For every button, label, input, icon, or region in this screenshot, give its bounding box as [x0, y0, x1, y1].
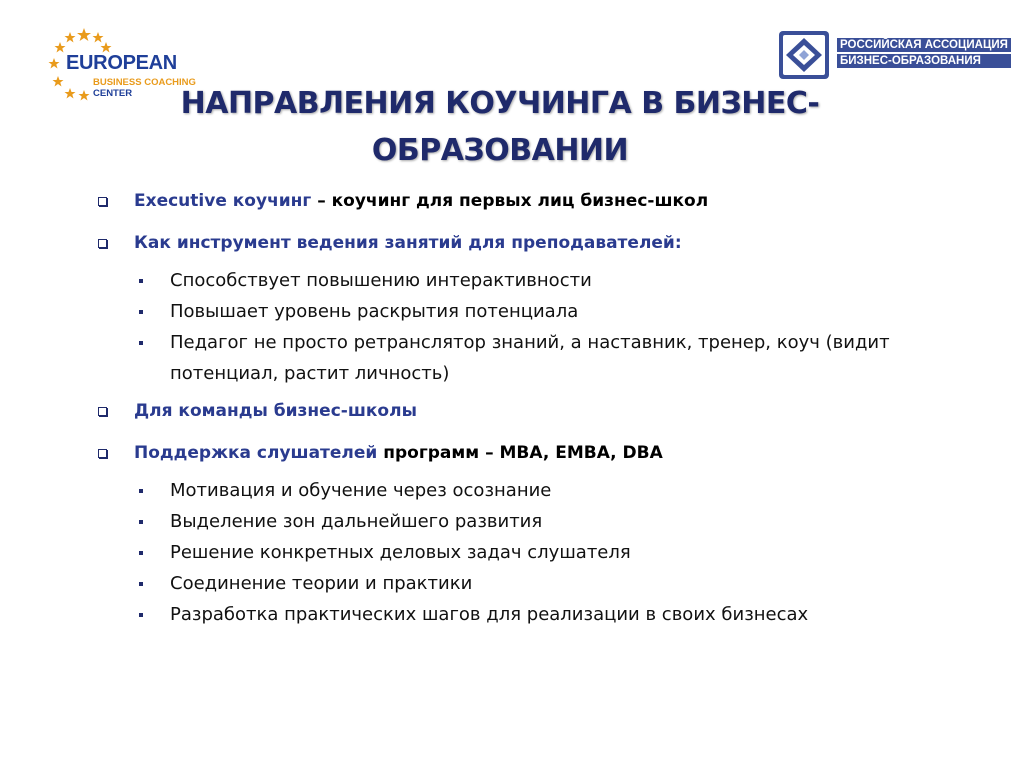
sub-bullet	[96, 599, 996, 630]
star-icon	[93, 32, 104, 43]
square-bullet-icon	[98, 197, 107, 206]
bullet-school-team	[96, 398, 996, 424]
small-square-bullet-icon	[139, 582, 143, 586]
star-icon	[53, 76, 64, 87]
bullet-highlight: Executive коучинг	[134, 191, 312, 211]
rabe-line-1: РОССИЙСКАЯ АССОЦИАЦИЯ	[837, 38, 1011, 52]
slide-title-line-1: НАПРАВЛЕНИЯ КОУЧИНГА В БИЗНЕС-	[180, 86, 820, 121]
square-bullet-icon	[98, 449, 107, 458]
sub-bullet-text: Выделение зон дальнейшего развития	[170, 511, 543, 532]
small-square-bullet-icon	[139, 310, 143, 314]
small-square-bullet-icon	[139, 551, 143, 555]
logo-line-center: CENTER	[93, 88, 133, 99]
sub-bullet	[96, 537, 996, 568]
bullet-highlight: Как инструмент ведения занятий для преподавателей:	[134, 233, 682, 253]
rabe-emblem-icon	[778, 30, 830, 80]
bullet-highlight: Для команды бизнес-школы	[134, 401, 417, 421]
bullet-text: программ – MBA, EMBA, DBA	[377, 443, 663, 463]
small-square-bullet-icon	[139, 613, 143, 617]
sub-bullet-text: Разработка практических шагов для реализации в своих бизнесах	[170, 604, 809, 625]
sub-bullet-text: Мотивация и обучение через осознание	[170, 480, 552, 501]
small-square-bullet-icon	[139, 279, 143, 283]
star-icon	[49, 58, 60, 69]
rabe-logo-text	[837, 38, 1011, 70]
slide-title	[170, 80, 830, 174]
bullet-teaching-tool	[96, 230, 996, 256]
sub-bullet	[96, 506, 996, 537]
rabe-line-2: БИЗНЕС-ОБРАЗОВАНИЯ	[837, 54, 1011, 68]
sub-bullet-continuation	[96, 358, 996, 389]
logo-word-european: EUROPEAN	[66, 52, 177, 74]
star-icon	[101, 42, 112, 53]
slide-body	[96, 188, 996, 630]
small-square-bullet-icon	[139, 489, 143, 493]
logo-line-business-coaching: BUSINESS COACHING	[93, 77, 196, 88]
star-icon	[55, 42, 66, 53]
square-bullet-icon	[98, 239, 107, 248]
bullet-student-support	[96, 440, 996, 466]
sub-bullet-text: Способствует повышению интерактивности	[170, 270, 592, 291]
small-square-bullet-icon	[139, 341, 143, 345]
sub-bullet-text: Повышает уровень раскрытия потенциала	[170, 301, 579, 322]
sub-bullet	[96, 265, 996, 296]
sub-bullet-text: Соединение теории и практики	[170, 573, 473, 594]
bullet-highlight: Поддержка слушателей	[134, 443, 378, 463]
bullet-text: – коучинг для первых лиц бизнес-школ	[311, 191, 709, 211]
star-icon	[65, 88, 76, 99]
bullet-executive-coaching	[96, 188, 996, 214]
rabe-logo	[778, 30, 1008, 80]
sub-bullet	[96, 475, 996, 506]
sub-bullet	[96, 327, 996, 358]
sub-bullet	[96, 568, 996, 599]
small-square-bullet-icon	[139, 520, 143, 524]
star-icon	[65, 32, 76, 43]
sub-bullet-text: Решение конкретных деловых задач слушателя	[170, 542, 631, 563]
star-icon	[77, 28, 91, 41]
sub-bullet	[96, 296, 996, 327]
slide-title-line-2: ОБРАЗОВАНИИ	[371, 133, 629, 168]
square-bullet-icon	[98, 407, 107, 416]
sub-bullet-text: Педагог не просто ретранслятор знаний, а наставник, тренер, коуч (видит	[170, 332, 890, 353]
star-icon	[79, 90, 90, 101]
sub-bullet-text: потенциал, растит личность)	[170, 363, 450, 384]
